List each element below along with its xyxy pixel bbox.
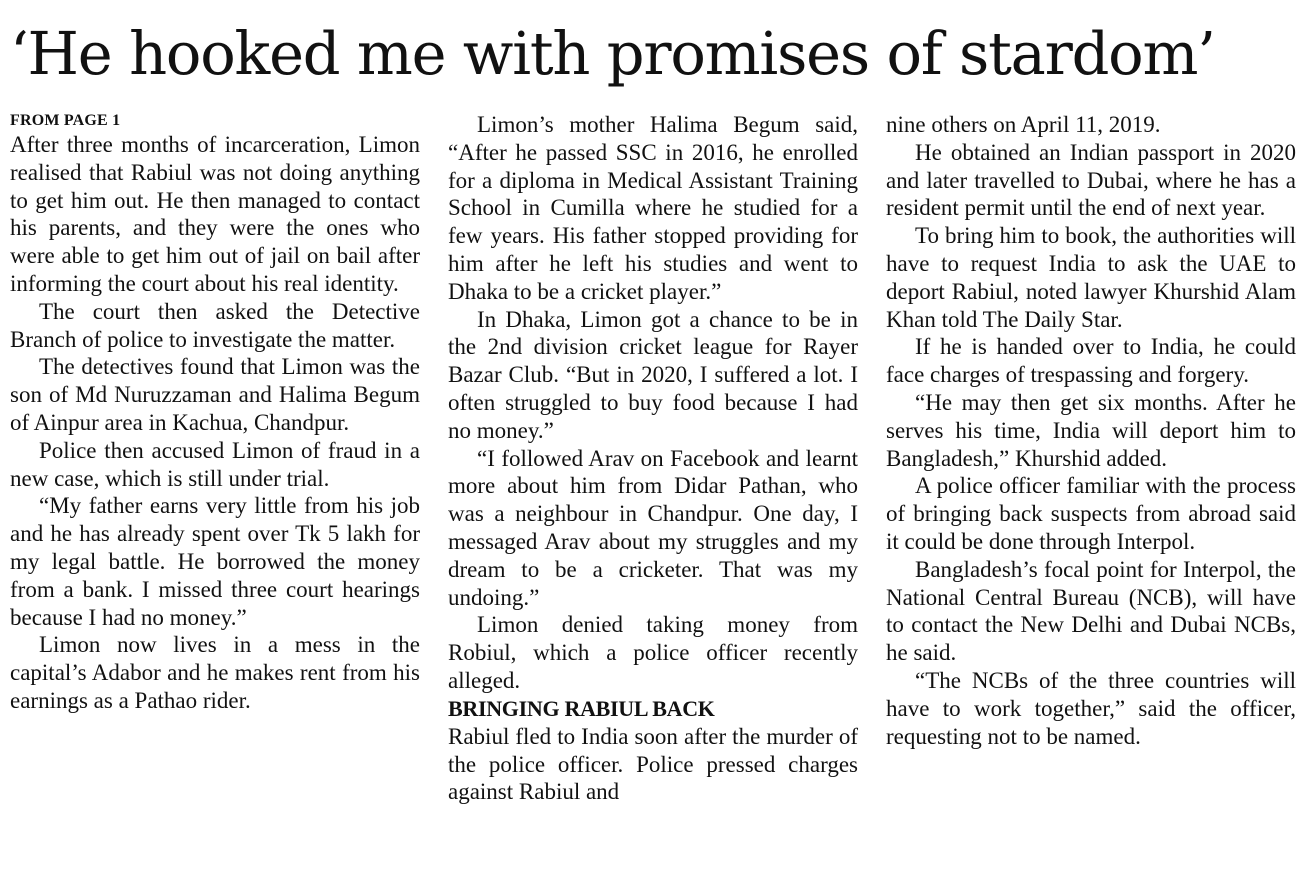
paragraph: “I followed Arav on Facebook and learnt more about him from Didar Pathan, who was a neighbour in Chandpur. One day, I messaged Arav about my struggles and my dream to be a cricketer. That was my undoing.” bbox=[448, 445, 858, 610]
paragraph: The detectives found that Limon was the son of Md Nuruzzaman and Halima Begum of Ainpur area in Kachua, Chandpur. bbox=[10, 354, 420, 435]
paragraph: After three months of incarceration, Limon realised that Rabiul was not doing anything to get him out. He then managed to contact his parents, and they were the ones who were able to get him out of jail on bail after informing the court about his real identity. bbox=[10, 132, 420, 296]
paragraph: Rabiul fled to India soon after the murder of the police officer. Police pressed charges against Rabiul and bbox=[448, 723, 858, 805]
paragraph: He obtained an Indian passport in 2020 and later travelled to Dubai, where he has a resident permit until the end of next year. bbox=[886, 139, 1296, 221]
headline: ‘He hooked me with promises of stardom’ bbox=[10, 19, 1215, 88]
paragraph: Police then accused Limon of fraud in a new case, which is still under trial. bbox=[10, 437, 420, 491]
paragraph: nine others on April 11, 2019. bbox=[886, 112, 1161, 137]
paragraph: “My father earns very little from his job and he has already spent over Tk 5 lakh for my legal battle. He borrowed the money from a bank. I missed three court hearings because I had no money.” bbox=[10, 493, 420, 630]
paragraph: Limon now lives in a mess in the capital’s Adabor and he makes rent from his earnings as a Pathao rider. bbox=[10, 632, 420, 713]
paragraph: Limon denied taking money from Robiul, which a police officer recently alleged. bbox=[448, 612, 858, 693]
paragraph: To bring him to book, the authorities will have to request India to ask the UAE to deport Rabiul, noted lawyer Khurshid Alam Khan told The Daily Star. bbox=[886, 223, 1296, 332]
paragraph: If he is handed over to India, he could face charges of trespassing and forgery. bbox=[886, 334, 1296, 388]
paragraph: Bangladesh’s focal point for Interpol, the National Central Bureau (NCB), will have to contact the New Delhi and Dubai NCBs, he said. bbox=[886, 556, 1296, 666]
paragraph: “The NCBs of the three countries will have to work together,” said the officer, requesting not to be named. bbox=[886, 667, 1296, 749]
kicker-from-page-1: FROM PAGE 1 bbox=[10, 112, 121, 129]
paragraph: In Dhaka, Limon got a chance to be in the 2nd division cricket league for Rayer Bazar Club. “But in 2020, I suffered a lot. I often struggled to buy food because I had no money.” bbox=[448, 306, 858, 443]
article-column-3 bbox=[886, 111, 1296, 750]
subheading-bringing-rabiul-back: BRINGING RABIUL BACK bbox=[448, 695, 715, 721]
paragraph: “He may then get six months. After he serves his time, India will deport him to Bangladesh,” Khurshid added. bbox=[886, 389, 1296, 471]
article-column-2 bbox=[448, 111, 858, 806]
article-column-1 bbox=[10, 111, 420, 715]
paragraph: The court then asked the Detective Branch of police to investigate the matter. bbox=[10, 298, 420, 352]
paragraph: Limon’s mother Halima Begum said, “After he passed SSC in 2016, he enrolled for a diploma in Medical Assistant Training School in Cumilla where he studied for a few years. His father stopped providing for him after he left his studies and went to Dhaka to be a cricket player.” bbox=[448, 112, 858, 304]
paragraph: A police officer familiar with the process of bringing back suspects from abroad said it could be done through Interpol. bbox=[886, 473, 1296, 554]
